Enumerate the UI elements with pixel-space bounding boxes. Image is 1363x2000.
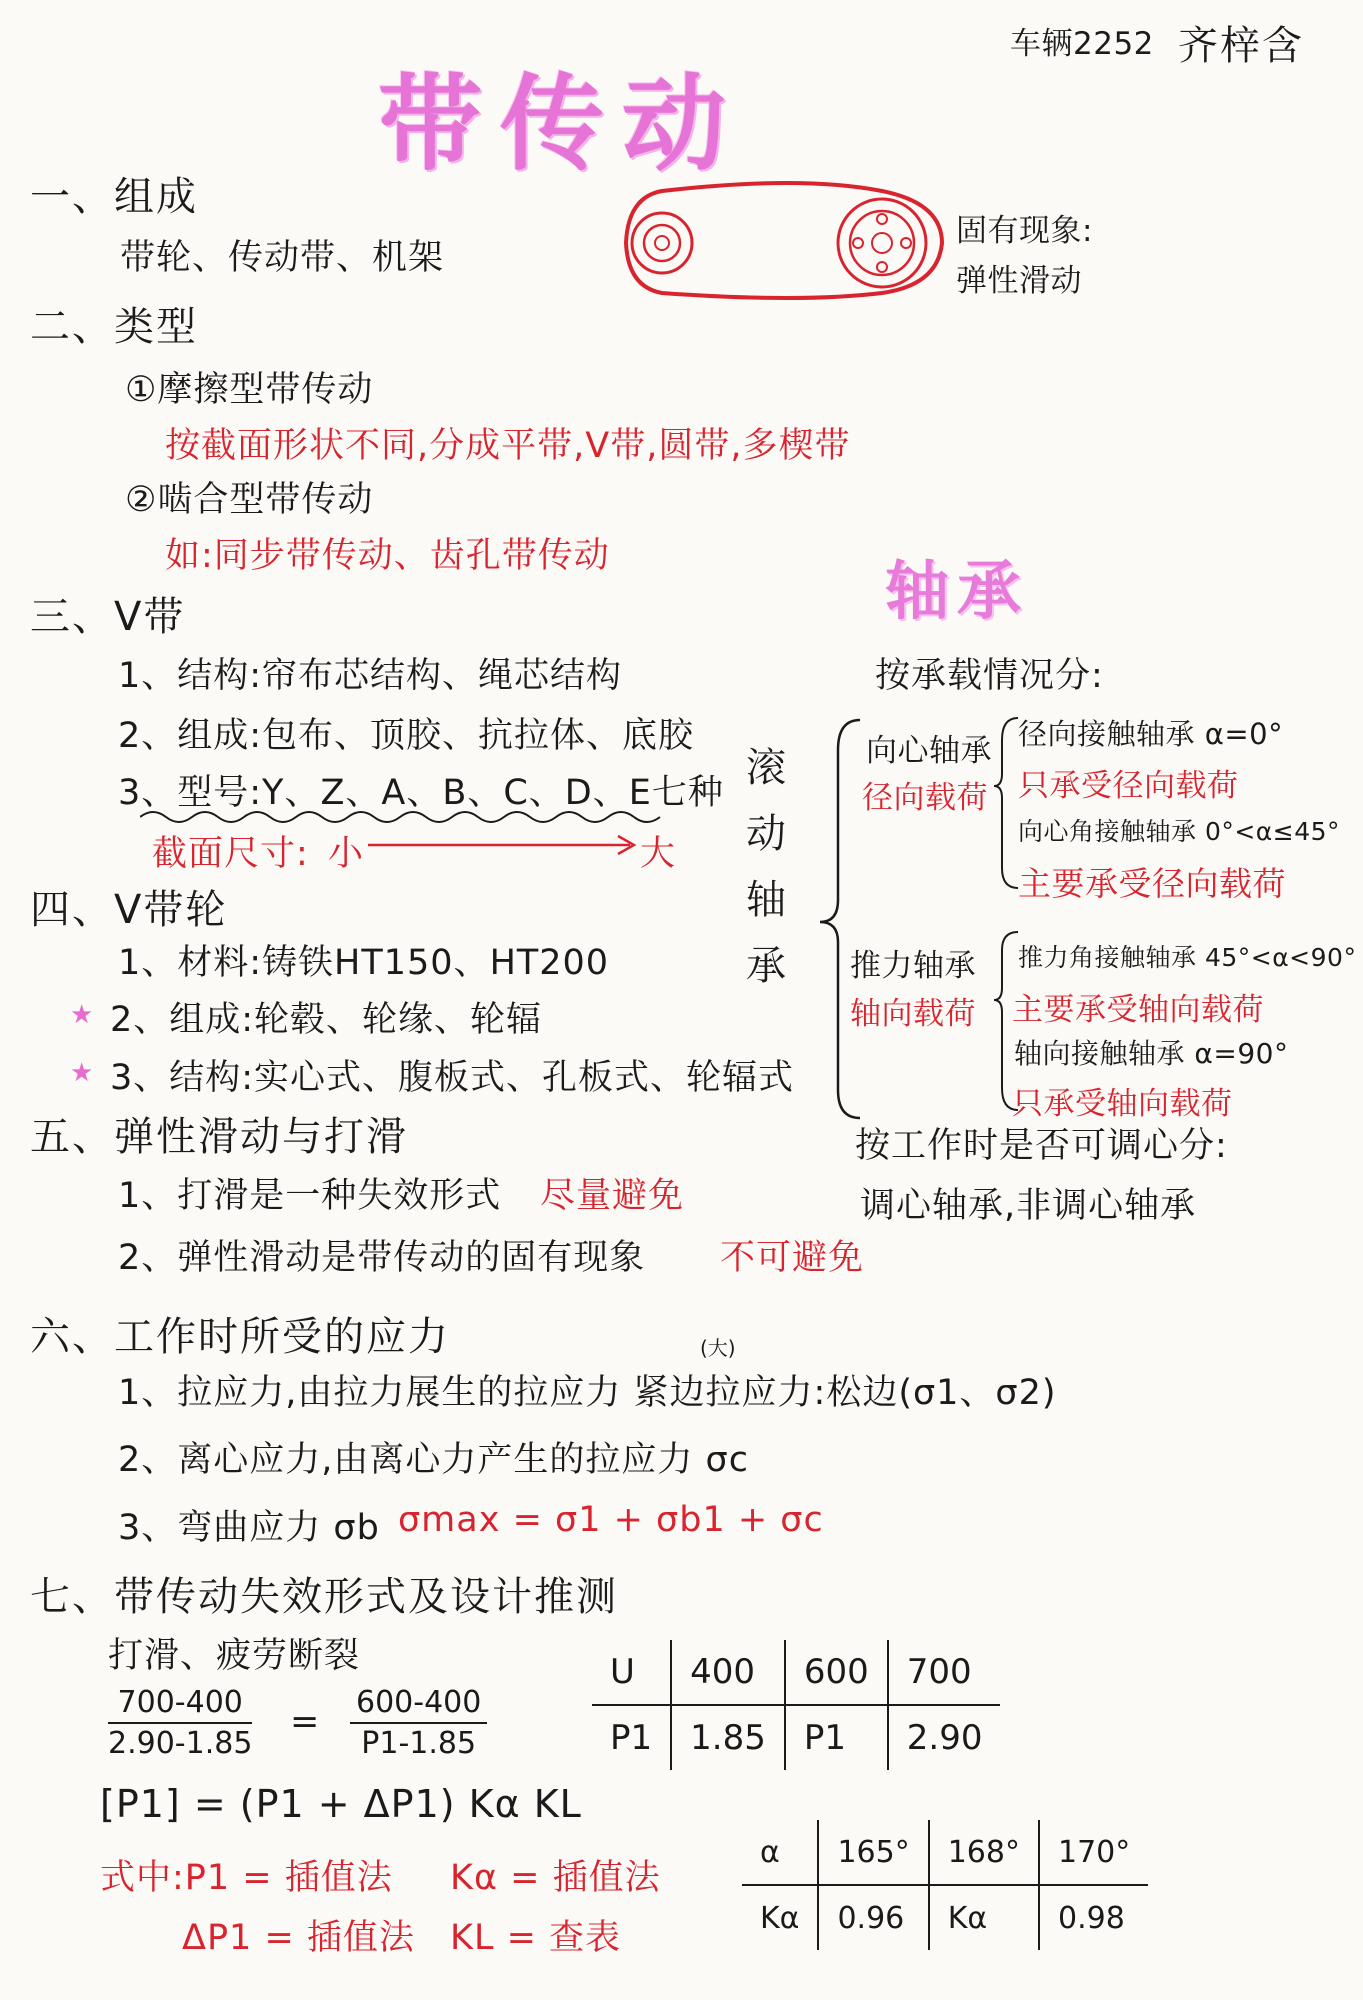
section-3-heading: 三、V带: [30, 594, 186, 640]
label-char: 承: [746, 943, 786, 989]
table-row: [592, 1705, 1000, 1770]
belt-drive-drawing: [620, 175, 950, 305]
table-cell: U: [592, 1640, 671, 1705]
thrust-bearing-type: 推力轴承: [850, 948, 976, 984]
where-line-2-k: KL = 查表: [450, 1918, 622, 1958]
section-1-line: 带轮、传动带、机架: [120, 238, 445, 278]
section-2-heading: 二、类型: [30, 304, 198, 350]
thrust-sub-1: 推力角接触轴承 45°<α<90°: [1018, 943, 1357, 972]
diagram-caption-1: 固有现象:: [956, 213, 1093, 249]
table-cell: α: [742, 1820, 818, 1885]
author-name: 齐梓含: [1178, 23, 1304, 69]
section-4-item-1: 1、材料:铸铁HT150、HT200: [118, 943, 610, 983]
table-cell: 600: [785, 1640, 888, 1705]
star-icon: ★: [70, 1000, 94, 1030]
label-char: 滚: [746, 745, 786, 791]
bearing-by-adjust: 按工作时是否可调心分:: [855, 1126, 1228, 1166]
diagram-caption-2: 弹性滑动: [956, 263, 1082, 299]
radial-sub-2: 向心角接触轴承 0°<α≤45°: [1018, 817, 1341, 846]
table-cell: 400: [671, 1640, 785, 1705]
table-cell: 2.90: [906, 1718, 983, 1758]
section-5-item-2: 2、弹性滑动是带传动的固有现象: [118, 1238, 646, 1278]
where-line-1: 式中:P1 = 插值法: [100, 1858, 393, 1898]
star-icon: ★: [70, 1058, 94, 1088]
table-cell: 700: [888, 1640, 1001, 1705]
page-title: 带传动: [378, 63, 745, 185]
section-7-heading: 七、带传动失效形式及设计推测: [30, 1574, 618, 1620]
thrust-sub-1-note: 主要承受轴向载荷: [1012, 992, 1264, 1028]
fraction-equals: =: [290, 1702, 321, 1742]
table-row: [592, 1640, 1000, 1705]
section-6-big-mark: (大): [700, 1336, 736, 1360]
interpolation-table-angle: [742, 1820, 1148, 1950]
section-5-item-1: 1、打滑是一种失效形式: [118, 1176, 502, 1216]
section-1-heading: 一、组成: [30, 174, 198, 220]
fraction-left-numerator: 700-400: [108, 1685, 252, 1724]
section-6-item-1: 1、拉应力,由拉力展生的拉应力 紧边拉应力:松边(σ1、σ2): [118, 1373, 1057, 1413]
fraction-right: [350, 1685, 487, 1761]
radial-sub-2-note: 主要承受径向载荷: [1018, 864, 1286, 903]
power-formula: [P1] = (P1 + ΔP1) Kα KL: [100, 1782, 582, 1826]
section-3-item-1: 1、结构:帘布芯结构、绳芯结构: [118, 656, 623, 696]
fraction-left: [108, 1685, 252, 1761]
table-cell: Kα: [929, 1885, 1039, 1950]
label-char: 轴: [746, 877, 786, 923]
table-cell: P1: [592, 1705, 671, 1770]
table-row: [742, 1885, 1148, 1950]
fraction-left-denominator: 2.90-1.85: [108, 1726, 253, 1761]
thrust-bearing-load: 轴向载荷: [850, 996, 976, 1032]
table-cell: Kα: [742, 1885, 818, 1950]
section-3-item-3: 3、型号:Y、Z、A、B、C、D、E七种: [118, 773, 724, 813]
rolling-bearing-label: [742, 735, 790, 999]
section-3-item-2: 2、组成:包布、顶胶、抗拉体、底胶: [118, 716, 695, 756]
fraction-right-numerator: 600-400: [350, 1685, 487, 1724]
bearing-by-load: 按承载情况分:: [875, 656, 1104, 696]
max-stress-formula: σmax = σ1 + σb1 + σc: [398, 1500, 824, 1540]
where-line-1-k: Kα = 插值法: [450, 1858, 661, 1898]
table-row: [742, 1820, 1148, 1885]
section-5-heading: 五、弹性滑动与打滑: [30, 1114, 408, 1160]
thrust-sub-2-note: 只承受轴向载荷: [1012, 1086, 1233, 1122]
radial-bearing-load: 径向载荷: [862, 780, 988, 816]
section-4-item-2: 2、组成:轮毂、轮缘、轮辐: [110, 1000, 543, 1040]
size-small: 小: [328, 834, 365, 874]
size-arrow: [368, 830, 643, 860]
wavy-underline: [140, 806, 680, 828]
bearing-title: 轴承: [885, 555, 1029, 629]
table-cell: 170°: [1039, 1820, 1148, 1885]
section-6-item-2: 2、离心应力,由离心力产生的拉应力 σc: [118, 1440, 749, 1480]
radial-sub-1-note: 只承受径向载荷: [1018, 768, 1239, 804]
radial-bearing-type: 向心轴承: [866, 733, 992, 769]
size-big: 大: [640, 834, 677, 874]
interpolation-table-power: [592, 1640, 1000, 1770]
radial-sub-1: 径向接触轴承 α=0°: [1018, 717, 1284, 751]
label-char: 动: [746, 811, 786, 857]
section-2-item-2: ②啮合型带传动: [125, 480, 374, 520]
where-line-2: ΔP1 = 插值法: [182, 1918, 415, 1958]
section-2-item-1: ①摩擦型带传动: [125, 370, 374, 410]
section-4-heading: 四、V带轮: [30, 887, 228, 933]
section-6-item-3: 3、弯曲应力 σb: [118, 1508, 380, 1548]
section-5-item-2-note: 不可避免: [720, 1238, 865, 1278]
section-2-item-1-note: 按截面形状不同,分成平带,V带,圆带,多楔带: [165, 426, 851, 466]
table-cell: 1.85: [671, 1705, 785, 1770]
table-cell: 165°: [818, 1820, 928, 1885]
bearing-adjust-types: 调心轴承,非调心轴承: [860, 1186, 1197, 1226]
size-label: 截面尺寸:: [152, 834, 309, 874]
table-cell: 0.98: [1057, 1900, 1125, 1936]
section-5-item-1-note: 尽量避免: [540, 1176, 685, 1216]
section-2-item-2-note: 如:同步带传动、齿孔带传动: [165, 536, 610, 576]
section-4-item-3: 3、结构:实心式、腹板式、孔板式、轮辐式: [110, 1058, 795, 1098]
table-cell: 0.96: [818, 1885, 928, 1950]
section-7-line-1: 打滑、疲劳断裂: [108, 1636, 361, 1676]
section-6-heading: 六、工作时所受的应力: [30, 1314, 450, 1360]
table-cell: P1: [785, 1705, 888, 1770]
fraction-right-denominator: P1-1.85: [361, 1726, 477, 1761]
table-cell: 168°: [929, 1820, 1039, 1885]
class-number: 车辆2252: [1010, 26, 1154, 62]
thrust-sub-2: 轴向接触轴承 α=90°: [1014, 1037, 1289, 1070]
